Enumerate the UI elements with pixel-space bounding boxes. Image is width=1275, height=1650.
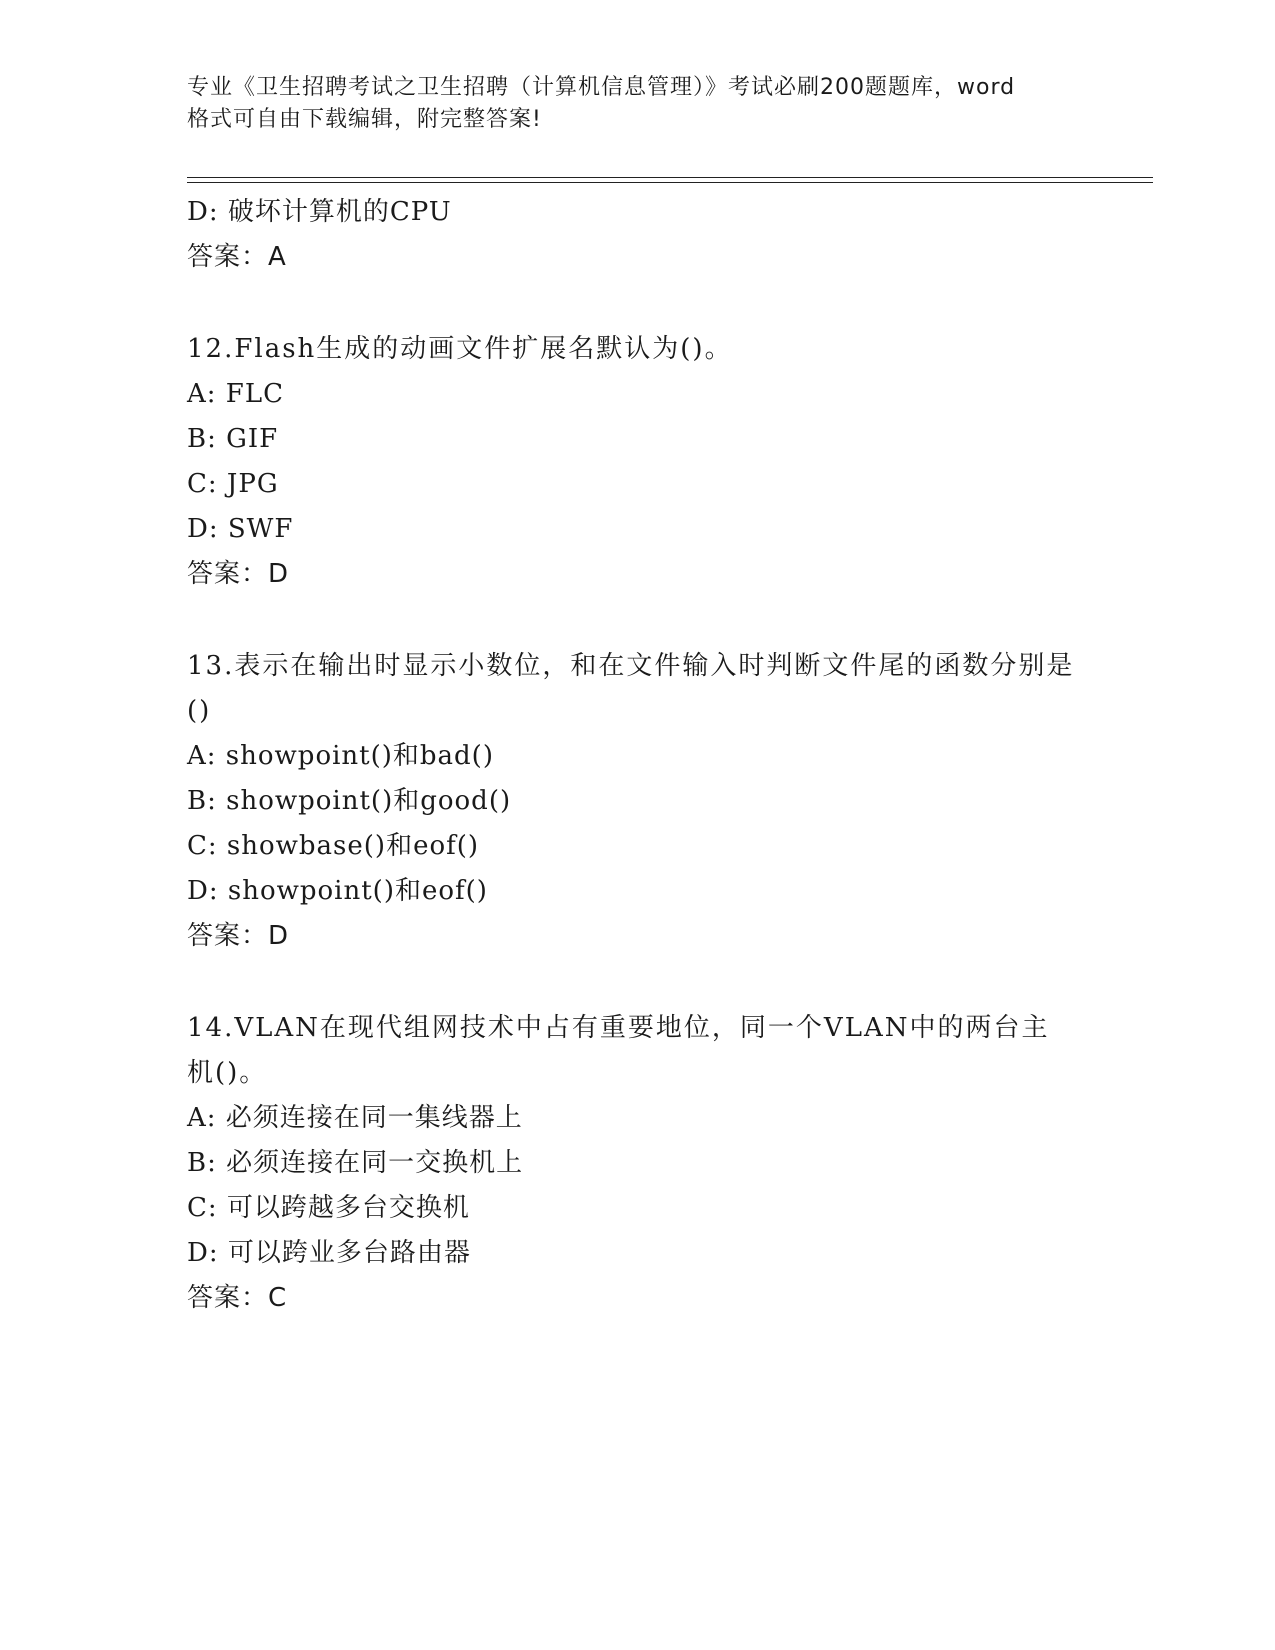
option-c: C: JPG bbox=[187, 469, 279, 499]
header-title-line-2: 格式可自由下载编辑，附完整答案! bbox=[187, 107, 542, 132]
header-rule-bottom bbox=[187, 182, 1153, 183]
document-header bbox=[187, 72, 1087, 136]
question-13 bbox=[187, 644, 1087, 959]
option-b: B: 必须连接在同一交换机上 bbox=[187, 1148, 524, 1178]
question-text: 14.VLAN在现代组网技术中占有重要地位，同一个VLAN中的两台主机()。 bbox=[187, 1013, 1050, 1088]
question-list bbox=[187, 190, 1087, 1321]
spacer bbox=[187, 959, 1087, 1006]
option-b: B: showpoint()和good() bbox=[187, 786, 512, 816]
header-title-line-1: 专业《卫生招聘考试之卫生招聘（计算机信息管理）》考试必刷200题题库，word bbox=[187, 75, 1016, 100]
question-12 bbox=[187, 327, 1087, 597]
answer: 答案：D bbox=[187, 921, 290, 951]
option-c: C: showbase()和eof() bbox=[187, 831, 480, 861]
option-a: A: 必须连接在同一集线器上 bbox=[187, 1103, 523, 1133]
question-14 bbox=[187, 1006, 1087, 1321]
answer: 答案：C bbox=[187, 1283, 288, 1313]
previous-question-option-d: D: 破坏计算机的CPU bbox=[187, 197, 452, 227]
option-d: D: showpoint()和eof() bbox=[187, 876, 488, 906]
option-a: A: FLC bbox=[187, 379, 284, 409]
answer: 答案：D bbox=[187, 559, 290, 589]
spacer bbox=[187, 280, 1087, 327]
option-d: D: SWF bbox=[187, 514, 294, 544]
question-text: 12.Flash生成的动画文件扩展名默认为()。 bbox=[187, 334, 733, 364]
option-c: C: 可以跨越多台交换机 bbox=[187, 1193, 470, 1223]
previous-question-answer: 答案：A bbox=[187, 242, 287, 272]
option-d: D: 可以跨业多台路由器 bbox=[187, 1238, 471, 1268]
header-rule-top bbox=[187, 177, 1153, 178]
option-a: A: showpoint()和bad() bbox=[187, 741, 494, 771]
spacer bbox=[187, 597, 1087, 644]
option-b: B: GIF bbox=[187, 424, 279, 454]
question-text: 13.表示在输出时显示小数位，和在文件输入时判断文件尾的函数分别是() bbox=[187, 651, 1075, 726]
